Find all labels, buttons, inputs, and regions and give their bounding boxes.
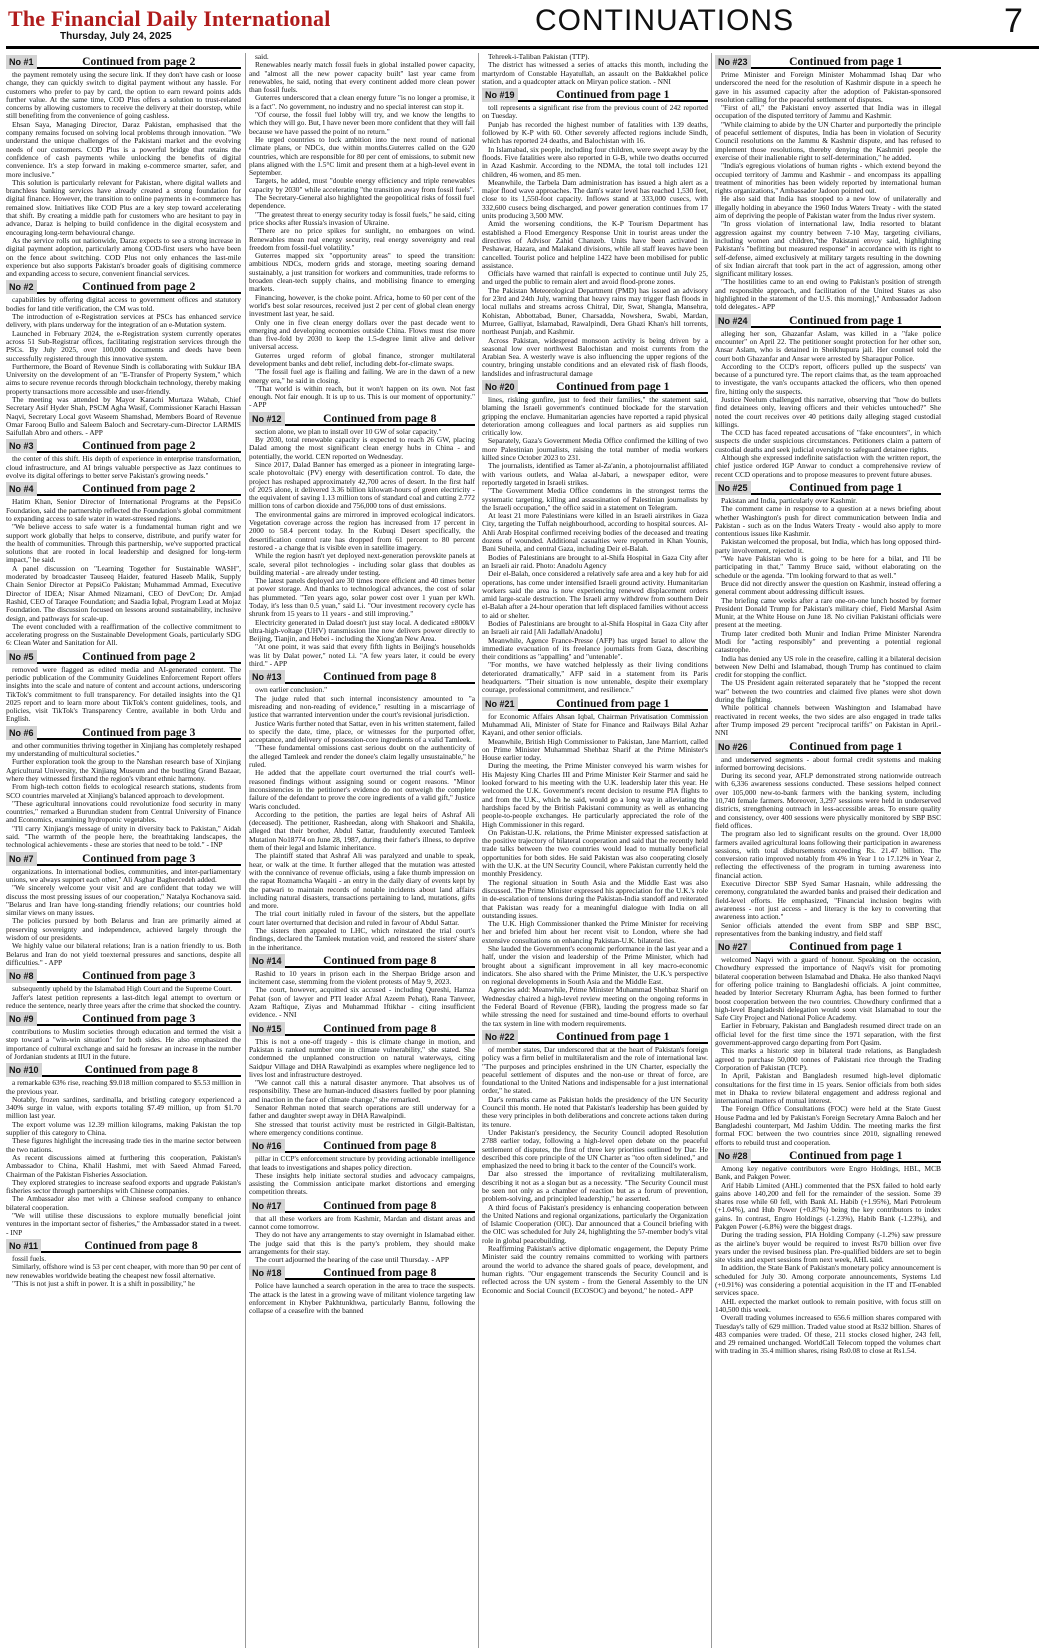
story-text: On Pakistan-U.K. relations, the Prime Minister expressed satisfaction at the positive trajectory of bilateral cooperation and said that the recently held trade talks between the two countries would lead to mutually beneficial opportunities for both sides. He said Pakistan was also cooperating closely with the U.K. at the UN Security Council, where Pakistan currently held the monthly Presidency. <box>482 827 708 879</box>
story-text: AHL expected the market outlook to remain positive, with focus still on 140,500 this week. <box>715 1296 941 1314</box>
story-text: pillar in CCP's enforcement structure by providing actionable intelligence that leads to investigations and shapes policy direction. <box>249 1154 475 1172</box>
story-text: Targets, he added, must "double energy efficiency and triple renewables capacity by 2030" while accelerating "the transition away from fossil fuels". <box>249 176 475 194</box>
story <box>6 1239 241 1288</box>
story-text: "This is not just a shift in power. It is a shift in possibility," he <box>12 1278 195 1288</box>
story-text: "The greatest threat to energy security today is fossil fuels," he said, citing price shocks after Russia's invasion of Ukraine. <box>249 209 475 227</box>
story-text: They explored strategies to increase seafood exports and upgrade Pakistan's fisheries sector through partnerships with Chinese companies. <box>6 1177 241 1196</box>
story-text: While political channels between Washington and Islamabad have reactivated in recent weeks, the two sides are also engaged in trade talks after Trump imposed 29 percent "reciprocal tariffs" on Pakistan in April.- NNI <box>715 703 941 738</box>
story-text: They do not have any arrangements to stay overnight in Islamabad either. The judge said that this is the party's problem, they should make arrangements for their stay. <box>249 1230 475 1256</box>
story-header <box>6 969 241 983</box>
continued-heading: Continued from page 1 <box>751 55 941 69</box>
issue-date: Thursday, July 24, 2025 <box>60 31 172 42</box>
story-text: and underserved segments - about formal credit systems and making informed borrowing decisions. <box>715 754 941 772</box>
story-header <box>715 1149 941 1163</box>
continued-heading: Continued from page 1 <box>751 314 941 328</box>
column-divider <box>245 53 246 1648</box>
story <box>249 1199 475 1265</box>
continued-heading: Continued from page 1 <box>751 940 941 954</box>
story-text: The comment came in response to a question at a news briefing about whether Washington's push for direct communication between India and Pakistan - such as on the Indus Waters Treaty - would also apply to more contentious issues like Kashmir. <box>715 504 941 539</box>
story-text: "While claiming to abide by the UN Charter and purportedly the principle of peaceful settlement of disputes, India has been in violation of Security Council resolutions on the Jammu & Kashmir dispute, and has refused to implement those resolutions, thereby denying the Kashmiri people the exercise of their inalienable right to self-determination," he added. <box>715 119 941 162</box>
story-text: Since 2017, Dalad Banner has emerged as a pioneer in integrating large-scale photovoltaic (PV) energy with desertification control. To date, the project has reshaped approximately 42,700 acres of desert. In the first half of 2025 alone, it delivered 3.36 billion kilowatt-hours of green electricity - the equivalent of saving 1.13 million tons of standard coal and cutting 2.772 million tons of carbon dioxide and 756,000 tons of dust emissions. <box>249 459 475 511</box>
story <box>6 650 241 724</box>
continued-heading: Continued from page 8 <box>285 1199 475 1213</box>
continued-heading: Continued from page 1 <box>518 380 708 394</box>
story <box>6 55 241 278</box>
story-text: He also said that India has stooped to a new low of unilaterally and illegally holding in abeyance the 1960 Indus Waters Treaty - with the stated aim of depriving the people of Pakistan water from the Indus river system. <box>715 194 941 221</box>
column-4 <box>715 53 941 1648</box>
story-text: Agencies add: Meanwhile, Prime Minister Muhammad Shehbaz Sharif on Wednesday chaired a high-level review meeting on the ongoing reforms in the Federal Board of Revenue (FBR), lauding the progress made so far while stressing the need for sustained and time-bound efforts to overhaul the tax system in line with modern requirements. <box>482 985 708 1028</box>
story-text: By 2030, total renewable capacity is expected to reach 26 GW, placing Dalad among the most significant clean energy hubs in China - and potentially, the world. CEN reported on Wednesday. <box>249 435 475 461</box>
story-text: fossil fuels. <box>12 1253 47 1263</box>
story-text: a remarkable 63% rise, reaching $9.018 million compared to $5.53 million in the previous year. <box>6 1078 241 1096</box>
story-text: "The Government Media Office condemns in the strongest terms the systematic targeting, killing and assassination of Palestinian journalists by the Israeli occupation," the office said in a statement on Telegram. <box>482 486 708 512</box>
story-text: In addition, the State Bank of Pakistan's monetary policy announcement is scheduled for July 30. Among corporate announcements, Systems Ltd (+0.91%) was considering a potential acquisition in the IT and IT-enabled services space. <box>715 1263 941 1298</box>
masthead <box>0 0 1045 48</box>
story-text: Senior officials attended the event from SBP and SBP BSC, representatives from the banking industry, and field staff <box>715 920 941 938</box>
story-number-badge: No #26 <box>715 740 751 754</box>
story-text: This marks a historic step in bilateral trade relations, as Bangladesh agreed to purchase 50,000 tonnes of Pakistani rice through the Trading Corporation of Pakistan (TCP). <box>715 1046 941 1072</box>
story <box>715 1149 941 1356</box>
story-number-badge: No #3 <box>6 439 37 453</box>
continued-heading: Continued from page 8 <box>285 954 475 968</box>
story-header <box>6 55 241 69</box>
story-header <box>482 697 708 711</box>
story-text: The policies pursued by both Belarus and Iran are primarily aimed at preserving sovereignty and independence, achieved largely through the wisdom of our presidents. <box>6 916 241 943</box>
story-header <box>715 740 941 754</box>
story-header <box>715 940 941 954</box>
story-text: From high-tech cotton fields to ecological research stations, students from SCO countries marveled at Xinjiang's balanced approach to development. <box>6 782 241 800</box>
story-text: "For months, we have watched helplessly as their living conditions deteriorated dramatically," AFP said in a statement from its Paris headquarters. "Their situation is now untenable, despite their exemplary courage, professional commitment, and resilience." <box>482 660 708 695</box>
continued-heading: Continued from page 1 <box>751 1149 941 1163</box>
continued-heading: Continued from page 8 <box>285 1022 475 1036</box>
continued-heading: Continued from page 3 <box>37 852 241 866</box>
continued-heading: Continued from page 8 <box>285 412 475 426</box>
section-title: CONTINUATIONS <box>535 4 795 37</box>
story-text: Notably, frozen sardines, sardinalla, and bristling category experienced a 340% surge in value, with exports totaling $7.49 million, up from $1.70 million last year. <box>6 1094 241 1121</box>
story-text: Bruce did not directly answer the question on Kashmir, instead offering a general comment about addressing difficult issues. <box>715 578 941 597</box>
story-text: and other communities thriving together in Xinjiang has completely reshaped my understanding of multicultural societies." <box>6 740 241 759</box>
story-text: Only one in five clean energy dollars over the past decade went to emerging and developing economies outside China. Flows must rise more than five-fold by 2030 to keep the 1.5-degree limit alive and deliver universal access. <box>249 317 475 352</box>
story-text: "We cannot call this a natural disaster anymore. That absolves us of responsibility. These are human-induced disasters fuelled by poor planning and inaction in the face of climate change," she remarked. <box>249 1078 475 1104</box>
continued-heading: Continued from page 2 <box>37 482 241 496</box>
story-text: "India's egregious violations of human rights - which extend beyond the occupied territory of Jammu and Kashmir - and encompass its appalling treatment of minorities has been widely reported by international human rights organizations," Ambassador Jadoon pointed out. <box>715 161 941 196</box>
story-text: "These fundamental omissions cast serious doubt on the authenticity of the alleged Tamleek and render the donee's claim legally unsustainable," he ruled. <box>249 743 475 770</box>
story-number-badge: No #18 <box>249 1266 285 1280</box>
column-2 <box>249 53 475 1648</box>
story-text: "First of all," the Pakistani envoy asserted that India was in illegal occupation of the disputed territory of Jammu and Kashmir. <box>715 103 941 121</box>
continued-heading: Continued from page 1 <box>751 740 941 754</box>
story-text: The sisters then appealed to LHC, which reinstated the trial court's findings, declared the Tamleek mutation void, and restored the sisters' share in the inheritance. <box>249 925 475 952</box>
story-text: Prime Minister and Foreign Minister Mohammad Ishaq Dar who underscored the need for the resolution of Kashmir dispute in a speech he gave in his assumed capacity after the adoption of Pakistan-sponsored resolution calling for the peaceful settlement of disputes. <box>715 70 941 104</box>
continued-heading: Continued from page 1 <box>518 697 708 711</box>
story-text: The court adjourned the hearing of the case until Thursday. - APP <box>255 1255 449 1265</box>
story-text: According to the CCD's report, officers pulled up the suspects' van because of a punctured tyre. The report claims that, as the team approached to investigate, the van's occupants attacked the officers, who then opened fire, hitting only the suspects. <box>715 361 941 396</box>
column-divider <box>711 53 712 1648</box>
story-text: subsequently upheld by the Islamabad High Court and the Supreme Court. <box>12 984 233 994</box>
story-number-badge: No #4 <box>6 482 37 496</box>
story-text: A third focus of Pakistan's presidency is enhancing cooperation between the United Nations and regional organizations, particularly the Organization of Islamic Cooperation (OIC). Dar announced that a Council briefing with the OIC was scheduled for July 24, highlighting the 57-member body's vital role in global peacebuilding. <box>482 1202 708 1245</box>
story-text: Bodies of Palestinians are brought to al-Shifa Hospital in Gaza City after an Israeli air raid. Photo: Anadolu Agency <box>482 552 708 570</box>
continued-heading: Continued from page 1 <box>518 88 708 102</box>
story-text: The journalists, identified as Tamer al-Za'anin, a photojournalist affiliated with various outlets, and Walaa al-Jabari, a newspaper editor, were reportedly targeted in Israeli strikes. <box>482 461 708 487</box>
story-text: This is not a one-off tragedy - this is climate change in motion, and Pakistan is ranked number one in climate vulnerability," she stated. She condemned the unplanned construction on natural waterways, citing Saidpur Village and DHA Rawalpindi as examples where negligence led to lives lost and infrastructure destroyed. <box>249 1036 475 1079</box>
story-text: During its second year, AFLP demonstrated strong nationwide outreach with 6,336 awareness sessions conducted. These sessions helped connect over 105,000 new-to-bank farmers with the banking system, including 10,740 female farmers. Moreover, 3,297 sessions were held in underserved districts, strengthening outreach in less-accessible areas. To ensure quality and consistency, over 400 sessions were physically monitored by SBP BSC field offices. <box>715 771 941 830</box>
story-text: "The fossil fuel age is flailing and failing. We are in the dawn of a new energy era," he said in closing. <box>249 367 475 385</box>
story <box>482 88 708 378</box>
story <box>6 280 241 437</box>
story-text: The meeting was attended by Mayor Karachi Murtaza Wahab, Chief Secretary Asif Hyder Shah, PSCM Agha Wasif, Commissioner Karachi Hassan Naqvi, Secretary Local govt Waseem Shamshad, Members Board of Revenue Omar Farooq Bullo and Saleem Baloch and Secretary-cum-Director LARMIS Saifullah Abro and others. - APP <box>6 394 241 438</box>
story-number-badge: No #8 <box>6 969 37 983</box>
story-text: Further exploration took the group to the Nanshan research base of Xinjiang Agricultural University, the Xinjiang Museum and the bustling Grand Bazaar, where they witnessed firsthand the region's vibrant ethnic harmony. <box>6 757 241 783</box>
story-header <box>715 481 941 495</box>
story-text: In Islamabad, six people, including four children, were swept away by the floods. Five fatalities were also reported in G-B, while two deaths occurred in Azad Kashmir. According to the NDMA, the total toll includes 121 children, 46 women, and 85 men. <box>482 144 708 179</box>
header-rule <box>6 46 1039 49</box>
story-text: Among key negative contributors were Engro Holdings, HBL, MCB Bank, and Pakgen Power. <box>715 1163 941 1182</box>
story-text: The CCD has faced repeated accusations of "fake encounters", in which suspects die under suspicious circumstances. Petitioners claim a pattern of custodial deaths and seek judicial oversight to safeguard detainee rights. <box>715 428 941 454</box>
story-text: "Of course, the fossil fuel lobby will try, and we know the lengths to which they will go. But, I have never been more confident that they will fail because we have passed the point of no return." <box>249 110 475 136</box>
story <box>249 1266 475 1315</box>
story-text: Electricity generated in Dalad doesn't just stay local. A dedicated ±800kV ultra-high-voltage (UHV) transmission line now delivers power directly to Beijing, Tianjin, and Hebei - including the Xiong'an New Area. <box>249 617 475 644</box>
continued-heading: Continued from page 1 <box>518 1030 708 1044</box>
story-text: "We sincerely welcome your visit and are confident that today we will discuss the most pressing issues of our cooperation," Natalya Kochanova said. "Belarus and Iran have long-standing friendly relations; our countries hold similar views on many issues. <box>6 883 241 918</box>
story-text: The event concluded with a reaffirmation of the collective commitment to accelerating progress on the Sustainable Development Goals, particularly SDG 6: Clean Water and Sanitation for All. <box>6 621 241 648</box>
story-text: This solution is particularly relevant for Pakistan, where digital wallets and branchless banking services have already created a strong foundation for digital finance. However, the transition to online payments in e-commerce has remained slow. Initiatives like COD Plus are a key step toward accelerating that shift. By creating a middle path for customers who are hesitant to pay in advance, Daraz is helping to build confidence in the digital ecosystem and encouraging long-term behavioural change. <box>6 177 241 237</box>
story-text: Meanwhile, the Tarbela Dam administration has issued a high alert as a major flood wave approaches. The dam's water level has reached 1,530 feet, close to its 1,550-foot capacity. Inflows stand at 333,000 cusecs, with 332,600 cusecs being discharged, and power generation continues from 17 units producing 3,500 MW. <box>482 177 708 221</box>
story-text: The environmental gains are mirrored in improved ecological indicators. Vegetation coverage across the region has increased from 17 percent in 2000 to 58.4 percent today. In the Kubuqi Desert specifically, the desertification control rate has dropped from 61 percent to 80 percent restored - a change that is visible even in satellite imagery. <box>249 509 475 552</box>
story-header <box>482 1030 708 1044</box>
story-header <box>482 88 708 102</box>
story-number-badge: No #13 <box>249 670 285 684</box>
story-text: Deir el-Balah, once considered a relatively safe area and a key hub for aid operations, has come under intensified Israeli ground activity. Humanitarian workers said the area is now experiencing renewed displacement orders amid large-scale destruction. The Israeli army withdrew from southern Deir el-Balah after a 24-hour operation that left displaced families without access to aid or shelter. <box>482 569 708 620</box>
continued-heading: Continued from page 2 <box>37 280 241 294</box>
story-text: The Foreign Office Consultations (FOC) were held at the State Guest House Padma and led by Pakistan's Foreign Secretary Amna Baloch and her Bangladeshi counterpart, Md Jashim Uddin. The meeting marks the first formal FOC between the two countries since 2010, signalling renewed efforts to rebuild trust and cooperation. <box>715 1104 941 1147</box>
story-text: Under Pakistan's presidency, the Security Council adopted Resolution 2788 earlier today, following a high-level open debate on the peaceful settlement of disputes, the first of three key priorities outlined by Dar. He described this core principle of the UN Charter as "too often sidelined," and emphasized the need to bring it back to the center of the Council's work. <box>482 1127 708 1171</box>
story-text: The Ambassador also met with a Chinese seafood company to enhance bilateral cooperation. <box>6 1194 241 1212</box>
story <box>715 481 941 738</box>
story <box>249 954 475 1020</box>
continued-heading: Continued from page 3 <box>37 1012 241 1026</box>
story-text: that all these workers are from Kashmir, Mardan and distant areas and cannot come tomorrow. <box>249 1213 475 1231</box>
story-text: removed were flagged as edited media and AI-generated content. The periodic publication of the Community Guidelines Enforcement Report offers insights into the scale and nature of content and account actions, underscoring TikTok's commitment to full transparency. For detailed insights into the Q1 2025 report and to learn more about TikTok's content guidelines, tools, and policies, visit TikTok's Transparency Centre, available in both Urdu and English. <box>6 664 241 724</box>
story <box>6 969 241 1010</box>
story-text: Hatim Khan, Senior Director of International Programs at the PepsiCo Foundation, said the partnership reflected the Foundation's global commitment to expanding access to safe water in water-stressed regions. <box>6 497 241 523</box>
story <box>715 940 941 1147</box>
story <box>6 726 241 850</box>
story <box>6 439 241 480</box>
story-text: Tehreek-i-Taliban Pakistan (TTP). <box>488 53 590 61</box>
story-text: the payment remotely using the secure link. If they don't have cash or loose change, they can quickly switch to digital payment without any hassle. For customers who prefer to pay by card, the option to earn reward points adds further value. At the same time, COD Plus offers a solution to trust-related concerns by allowing customers to receive the delivery at their doorstep, while still benefiting from the convenience of going cashless. <box>6 70 241 121</box>
story-header <box>249 1139 475 1153</box>
story-header <box>6 1063 241 1077</box>
story-text: He urged countries to lock ambition into the next round of national climate plans, or NDCs, due within months.Guterres called on the G20 countries, which are responsible for 80 per cent of emissions, to submit new plans aligned with the 1.5°C limit and present them at a high-level event in September. <box>249 134 475 178</box>
story-text: As recent discussions aimed at furthering this cooperation, Pakistan's Ambassador to China, Khalil Hashmi, met with Saeed Ahmad Fareed, Chairman of the Pakistan Fisheries Association. <box>6 1152 241 1179</box>
column-1 <box>6 53 241 1648</box>
story-text: "These agricultural innovations could revolutionize food security in many countries," remarked a Burundian student from Central University of Finance and Economics, examining hydroponic vegetables. <box>6 798 241 825</box>
story-number-badge: No #1 <box>6 55 37 69</box>
story-text: During the meeting, the Prime Minister conveyed his warm wishes for His Majesty King Charles III and Prime Minister Keir Starmer and said he looked forward to his meeting with the U.K. leadership later this year. He welcomed the U.K. Government's recent decision to resume PIA flights to and from the U.K., which he said, would go a long way in alleviating the hardships faced by the British Pakistani community as well as enhancing people-to-people exchanges. He particularly appreciated the role of the High Commissioner in this regard. <box>482 761 708 829</box>
story-header <box>6 1012 241 1026</box>
newspaper-brand: The Financial Daily International <box>8 6 331 31</box>
story-header <box>249 670 475 684</box>
story-header <box>249 412 475 426</box>
story-number-badge: No #22 <box>482 1030 518 1044</box>
continued-heading: Continued from page 8 <box>285 1266 475 1280</box>
story-text: "We will utilise these discussions to explore mutually beneficial joint ventures in the important sector of fisheries," the Ambassador stated in a tweet. - INP <box>6 1211 241 1237</box>
story <box>715 740 941 939</box>
continued-heading: Continued from page 1 <box>751 481 941 495</box>
story-header <box>6 852 241 866</box>
story-text: Meanwhile, British High Commissioner to Pakistan, Jane Marriott, called on Prime Minister Muhammad Shehbaz Sharif at the Prime Minister's House earlier today. <box>482 736 708 763</box>
story-text: "We have Pakistan who is going to be here for a bilat, and I'll be participating in that," Tammy Bruce said, without elaborating on the schedule or the agenda. "I'm looking forward to that as well." <box>715 554 941 580</box>
story-text: During the trading session, PIA Holding Company (-1.2%) saw pressure as the airline's buyer would be required to invest Rs70 billion over five years under the revised business plan. Pre-qualified bidders are set to begin site visits and expert sessions from next week, AHL said. <box>715 1230 941 1265</box>
story-text: "In gross violation of international law, India resorted to blatant aggression against my country between 7-10 May, targeting civilians, including women and children,"the Pakistani envoy said, highlighting Pakistan's "befitting but measured response" in accordance with its right to self-defense, aimed exclusively at military targets resulting in the downing of six Indian aircraft that took part in the act of aggression, among other significant military losses. <box>715 219 941 279</box>
story-number-badge: No #11 <box>6 1239 41 1253</box>
story-text: The briefing came weeks after a rare one-on-one lunch hosted by former President Donald Trump for Pakistan's military chief, Field Marshal Asim Munir, at the White House on June 18. No civilian Pakistani officials were present at the meeting. <box>715 595 941 630</box>
story-text: Earlier in February, Pakistan and Bangladesh resumed direct trade on an official level for the first time since the 1971 separation, with the first government-approved cargo departing from Port Qasim. <box>715 1021 941 1048</box>
story-header <box>715 55 941 69</box>
story-text: India has denied any US role in the ceasefire, calling it a bilateral decision between New Delhi and Islamabad, though Trump has continued to claim credit for stopping the conflict. <box>715 653 941 680</box>
story <box>715 55 941 312</box>
story-text: The court, however, acquitted six accused - including Qureshi, Hamza Pehat (son of lawyer and PTI leader Afzal Azeem Pehat), Rana Tanveer, Azam Raftique, Ziyas and Muhammad Iftikhar - citing insufficient evidence. - NNI <box>249 985 475 1020</box>
story-number-badge: No #14 <box>249 954 285 968</box>
story-text: Furthermore, the Board of Revenue Sindh is collaborating with Sukkur IBA University on the development of an "E-Transfer of Property System," which aims to secure revenue records through blockchain technology, thereby making property transactions more accessible and user-friendly. <box>6 361 241 396</box>
story-number-badge: No #27 <box>715 940 751 954</box>
continued-heading: Continued from page 8 <box>285 670 475 684</box>
story-header <box>715 314 941 328</box>
story-text: The US President again reiterated separately that he "stopped the recent war" between the two countries and claimed five planes were shot down during the fighting. <box>715 678 941 705</box>
story-text: organizations. In international bodies, communities, and inter-parliamentary unions, we always support each other," Ali Asghar Baghercedeh added. <box>6 866 241 884</box>
story <box>482 53 708 86</box>
story-text: At least 21 more Palestinians were killed in an Israeli airstrikes in Gaza City, targeting the Tuffah neighbourhood, according to hospital sources. Al-Ahli Arab Hospital confirmed receiving bodies of the deceased and treating dozens of wounded. Additional casualties were reported in Khan Younis, Bani Suheila, and central Gaza, including Deir el-Balah. <box>482 511 708 554</box>
story-text: Guterres mapped six "opportunity areas" to speed the transition: ambitious NDCs, modern grids and storage, meeting soaring demand sustainably, a just transition for workers and communities, trade reforms to broaden clean-tech supply chains, and mobilising finance to emerging markets. <box>249 251 475 294</box>
story-text: Punjab has recorded the highest number of fatalities with 139 deaths, followed by K-P with 60. Other severely affected regions include Sindh, which has reported 24 deaths, and Balochistan with 16. <box>482 119 708 146</box>
story-text: Guterres underscored that a clean energy future "is no longer a promise, it is a fact". No government, no industry and no special interest can stop it. <box>249 93 475 111</box>
story <box>249 53 475 410</box>
column-divider <box>478 53 479 1648</box>
story-text: Dar also stressed the importance of revitalizing multilateralism, describing it not as a slogan but as a necessity. "The Security Council must be seen not only as a chamber of reaction but as a forum of prevention, problem-solving, and principled leadership," he asserted. <box>482 1169 708 1204</box>
story-text: Ehsan Saya, Managing Director, Daraz Pakistan, emphasised that the company remains focused on solving local problems through innovation. "We understand the unique challenges of the Pakistani market and the evolving needs of our customers. COD Plus is a powerful bridge that retains the confidence of cash payments while unlocking the benefits of digital convenience. It's a step forward in making e-commerce smarter, safer, and more inclusive." <box>6 119 241 179</box>
story-text: own earlier conclusion." <box>255 685 328 695</box>
story-text: Launched in February 2024, the e-Registration system currently operates across 51 Sub-Registrar offices, facilitating registration services through the PSCs. By July 2025, over 100,000 documents and deeds have been successfully registered through this innovative system. <box>6 328 241 363</box>
story-text: lines, risking gunfire, just to feed their families," the statement said, blaming the Israeli government's continued blockade for the starvation gripping the enclave. Humanitarian agencies have reported a rapid physical deterioration among colleagues and local partners as aid supplies run critically low. <box>482 394 708 438</box>
story-text: The Secretary-General also highlighted the geopolitical risks of fossil fuel dependence. <box>249 193 475 211</box>
story-number-badge: No #16 <box>249 1139 285 1153</box>
story <box>482 1030 708 1295</box>
story-header <box>6 280 241 294</box>
story-text: Similarly, offshore wind is 53 per cent cheaper, with more than 90 per cent of new renewables worldwide beating the cheapest new fossil alternative. <box>6 1262 241 1280</box>
story-text: Justice Waris further noted that Sattar, even in his written statement, failed to specify the date, time, place, or witnesses for the purported offer, acceptance, and delivery of possession-core ingredients of a valid Tamleek. <box>249 718 475 745</box>
story-number-badge: No #21 <box>482 697 518 711</box>
continued-heading: Continued from page 8 <box>285 1139 475 1153</box>
story-header <box>249 1199 475 1213</box>
story-text: The Pakistan Meteorological Department (PMD) has issued an advisory for 23rd and 24th July, warning that heavy rains may trigger flash floods in local nullahs and streams across Chitral, Dir, Swat, Shangla, Mansehra, Kohistan, Abbottabad, Buner, Charsadda, Nowshera, Swabi, Mardan, Murree, Galliyat, Islamabad, Rawalpindi, Dera Ghazi Khan's hill torrents, northeast Punjab, and Kashmir. <box>482 285 708 337</box>
story-text: The program also led to significant results on the ground. Over 18,000 farmers availed agricultural loans following their participation in awareness sessions, with total disbursements exceeding Rs. 21.47 billion. The conversion ratio improved notably from 4% in Year 1 to 17.12% in Year 2, reflecting the effectiveness of the program in turning awareness into financial action. <box>715 829 941 880</box>
story-header <box>482 380 708 394</box>
story-header <box>6 726 241 740</box>
story-text: Officials have warned that rainfall is expected to continue until July 25, and urged the public to remain alert and avoid flood-prone zones. <box>482 269 708 287</box>
story-text: Rashid to 10 years in prison each in the Sherpao Bridge arson and incitement case, stemming from the violent protests of May 9, 2023. <box>249 968 475 987</box>
story-number-badge: No #12 <box>249 412 285 426</box>
story-number-badge: No #23 <box>715 55 751 69</box>
story-text: Bodies of Palestinians are brought to al-Shifa Hospital in Gaza City after an Israeli air raid [Ali Jadallah/Anadolu] <box>482 619 708 637</box>
story-text: The plaintiff stated that Ashraf Ali was paralyzed and unable to speak, hear, or walk at the time. It further alleged that the mutation was attested with the connivance of revenue officials, using a fake thumb impression on the rapat Roznamcha Waqaiti - an entry in the daily diary of events kept by the patwari to maintain records of notable incidents about land affairs including natural disasters, transactions pertaining to land, mutations, gifts and more. <box>249 851 475 911</box>
story-text: We highly value our bilateral relations; Iran is a nation friendly to us. Both Belarus and Iran do not yield toexternal pressures and sanctions, despite all difficulties." - APP <box>6 941 241 967</box>
story-text: Meanwhile, Agence France-Presse (AFP) has urged Israel to allow the immediate evacuation of its freelance journalists from Gaza, describing their conditions as "appalling" and "untenable". <box>482 635 708 662</box>
story-number-badge: No #17 <box>249 1199 285 1213</box>
story-number-badge: No #6 <box>6 726 37 740</box>
story-text: section alone, we plan to install over 10 GW of solar capacity." <box>255 426 442 436</box>
story-text: Senator Rehman noted that search operations are still underway for a father and daughter swept away in DHA Rawalpindi. <box>249 1103 475 1121</box>
story-number-badge: No #5 <box>6 650 37 664</box>
story-text: "I'll carry Xinjiang's message of unity in diversity back to Pakistan," Aidah said. "The warmth of the people here, the breathtaking landscapes, the technological achievements - these are stories that need to be told." - INP <box>6 823 241 850</box>
story-number-badge: No #25 <box>715 481 751 495</box>
story-text: The judge ruled that such internal inconsistency amounted to "a misreading and non-reading of evidence," resulting in a miscarriage of justice that warranted intervention under the court's revisional jurisdiction. <box>249 693 475 720</box>
story-text: Although she expressed indefinite satisfaction with the written report, the chief justice ordered IGP Anwar to conduct a comprehensive review of recent CCD operations and to propose measures to prevent future abuses. <box>715 453 941 479</box>
story-text: Arif Habib Limited (AHL) commented that the PSX failed to hold early gains above 140,200 and fell for the remainder of the session. Some 39 shares rose while 60 fell, with Bank AL Habib (+1.95%), Mari Petroleum (+1.04%), and Hub Power (+0.87%) being the key contributors to index gains. In contrast, Engro Holdings (-1.23%), Habib Bank (-1.23%), and Pakgen Power (-6.8%) were the biggest drags. <box>715 1180 941 1231</box>
story-text: contributions to Muslim societies through education and termed the visit a step toward a "win-win situation" for both sides. He also emphasized the importance of cultural exchange and said he foresaw an increase in the number of Jordanian students at IIUI in the future. <box>6 1027 241 1061</box>
columns-area <box>6 53 1041 1648</box>
story-text: "At one point, it was said that every fifth lights in Beijing's households was lit by Dalat power," noted Li. "A few years later, it could be every third." - APP <box>249 642 475 669</box>
story-text: Financing, however, is the choke point. Africa, home to 60 per cent of the world's best solar resources, received just 2 per cent of global clean energy investment last year, he said. <box>249 292 475 319</box>
story <box>6 1012 241 1061</box>
story-text: Justice Neelum challenged this narrative, observing that "how do bullets find detainees only, leaving officers and their vehicles untouched?" She noted the court receives over 40 petitions daily alleging staged custodial killings. <box>715 394 941 429</box>
story-text: said. <box>255 53 269 61</box>
story-text: Trump later credited both Munir and Indian Prime Minister Narendra Modi for "acting responsibly" and preventing a potential regional catastrophe. <box>715 628 941 655</box>
story-text: of member states, Dar underscored that at the heart of Pakistan's foreign policy was a firm belief in multilateralism and the role of international law. "The purposes and principles enshrined in the UN Charter, especially the peaceful settlement of disputes and the non-use or threat of force, are foundational to the United Nations and indispensable for a just international order," he stated. <box>482 1044 708 1096</box>
story-text: Pakistan and India, particularly over Kashmir. <box>721 495 858 505</box>
story-text: Guterres urged reform of global finance, stronger multilateral development banks and debt relief, including debt-for-climate swaps. <box>249 350 475 368</box>
story <box>249 1139 475 1196</box>
continued-heading: Continued from page 2 <box>37 439 241 453</box>
story-header <box>249 1022 475 1036</box>
story-header <box>6 439 241 453</box>
story-text: Dar's remarks came as Pakistan holds the presidency of the UN Security Council this month. He noted that Pakistan's leadership has been guided by these very principles in both deliberations and concrete actions taken during its tenure. <box>482 1094 708 1129</box>
story-header <box>249 954 475 968</box>
continued-heading: Continued from page 8 <box>42 1063 241 1077</box>
story-text: "The hostilities came to an end owing to Pakistan's position of strength and responsible approach, and facilitation of the United States as also highlighted in the statement of the U.S. this morning]," Ambassador Jadoon told delegates.- APP <box>715 277 941 312</box>
story-text: Police have launched a search operation in the area to trace the suspects. The attack is the latest in a growing wave of militant violence targeting law enforcement in Khyber Pakhtunkhwa, particularly Bannu, following the collapse of a ceasefire with the banned <box>249 1281 475 1316</box>
story-text: alleging her son, Ghazanfar Aslam, was killed in a "fake police encounter" on April 22. The petitioner sought protection for her other son, Ansar Aslam, who is detained in Sheikhupura jail. Her counsel told the court both Ghazanfar and Ansar were arrested by Sharaqpur Police. <box>715 328 941 363</box>
story-text: Pakistan welcomed the proposal, but India, which has long opposed third-party involvement, rejected it. <box>715 537 941 555</box>
story-text: Renewables nearly match fossil fuels in global installed power capacity, and "almost all the new power capacity built" last year came from renewables, he said, noting that every continent added more clean power than fossil fuels. <box>249 60 475 95</box>
story-number-badge: No #10 <box>6 1063 42 1077</box>
story-text: Jaffer's latest petition represents a last-ditch legal attempt to overturn or reduce the sentence, nearly three years after the crime that shocked the country. <box>6 992 241 1010</box>
story-text: These insights help initiate sectoral studies and advocacy campaigns, assisting the Commission anticipate market distortions and emerging competition threats. <box>249 1170 475 1197</box>
story-text: The U.K. High Commissioner thanked the Prime Minister for receiving her and briefed him about her recent visit to London, where she had extensive consultations on enhancing Pakistan-U.K. bilateral ties. <box>482 919 708 945</box>
story-text: Overall trading volumes increased to 656.6 million shares compared with Tuesday's tally of 629 million. Traded value stood at Rs32 billion. Shares of 483 companies were traded. Of these, 211 stocks closed higher, 243 fell, and 29 remained unchanged. WorldCall Telecom topped the volumes chart with trading in 35.4 million shares, rising Rs0.08 to close at Rs1.54. <box>715 1313 941 1356</box>
story-text: "That world is within reach, but it won't happen on its own. Not fast enough. Not fair enough. It is up to us. This is our moment of opportunity." - APP <box>249 383 475 410</box>
story-text: The trial court initially ruled in favour of the sisters, but the appellate court later overturned that decision and ruled in favour of Abdul Sattar. <box>249 909 475 927</box>
story-header <box>249 1266 475 1280</box>
story-text: According to the petition, the parties are legal heirs of Ashraf Ali (deceased). The petitioner, Rasheedan, along with Shakoori and Shakila, alleged that their brother, Abdul Sattar, fraudulently executed Tamleek Mutation No18774 on June 28, 1987, during their father's illness, to deprive them of their legal and Islamic inheritance. <box>249 809 475 853</box>
story-text: He added that the appellate court overturned the trial court's well-reasoned findings without assigning sound or cogent reasons. "Minor inconsistencies in the petitioner's evidence do not outweigh the complete failure of the defendant to prove the core ingredients of a valid gift," Justice Waris concluded. <box>249 768 475 811</box>
story-number-badge: No #19 <box>482 88 518 102</box>
story-text: A panel discussion on "Learning Together for Sustainable WASH", moderated by broadcaster Tauseeq Haider, featured Haseeb Malik, Supply Chain Senior Director at PepsiCo Pakistan; Muhammad Ammad, Executive Director of IDEA; Nisar Ahmed Nizamani, CEO of DevCon; Dr. Amjad Rashid, CEO of Taraqee Foundation; and Saadia Iqbal, Program Lead at Mojaz Foundation. The discussion focused on lessons around sustainability, inclusive design, and pathways for scale-up. <box>6 563 241 623</box>
story-text: The latest panels deployed are 30 times more efficient and 40 times better at power storage. And thanks to technological advances, the cost of solar has plummeted. "Ten years ago, solar power cost over 1 yuan per kWh. Today, it's less than 0.5 yuan," said Li. "Our investment recovery cycle has shrunk from 15 years to 11 years - and still improving." <box>249 576 475 619</box>
story-number-badge: No #28 <box>715 1149 751 1163</box>
story-text: "We believe access to safe water is a fundamental human right and we support work globally that helps to conserve, distribute, and purify water for the health of communities. Through this partnership, we've supported practical solutions that are rooted in local leadership and designed for long-term impact," he said. <box>6 522 241 565</box>
continued-heading: Continued from page 3 <box>37 969 241 983</box>
story-text: These figures highlight the increasing trade ties in the marine sector between the two nations. <box>6 1136 241 1154</box>
story-text: As the service rolls out nationwide, Daraz expects to see a strong increase in digital payment adoption, particularly among COD-first users who have been on the fence about switching. COD Plus not only enhances the last-mile experience but also supports Pakistan's broader goals of digitising commerce and expanding access to secure, convenient financial services. <box>6 235 241 279</box>
story-header <box>6 650 241 664</box>
story <box>249 412 475 669</box>
story-text: "There are no price spikes for sunlight, no embargoes on wind. Renewables mean real energy security, real energy sovereignty and real freedom from fossil-fuel volatility." <box>249 226 475 252</box>
story-text: In April, Pakistan and Bangladesh resumed high-level diplomatic consultations for the first time in 15 years. Senior officials from both sides met in Dhaka to review bilateral engagement and address regional and international matters of mutual interest. <box>715 1071 941 1106</box>
story <box>482 697 708 1028</box>
story-number-badge: No #15 <box>249 1022 285 1036</box>
story <box>6 482 241 647</box>
continued-heading: Continued from page 3 <box>37 726 241 740</box>
page-number: 7 <box>1004 2 1023 40</box>
story-text: the center of this shift. His depth of experience in enterprise transformation, cloud infrastructure, and AI brings valuable perspective as Jazz continues to evolve its digital offerings to better serve Pakistan's growing needs." <box>6 454 241 481</box>
story-text: for Economic Affairs Ahsan Iqbal, Chairman Privatisation Commission Muhammad Ali, Minister of State for Finance and Railways Bilal Azhar Kayani, and other senior officials. <box>482 711 708 738</box>
column-3 <box>482 53 708 1648</box>
continued-heading: Continued from page 2 <box>37 650 241 664</box>
story-number-badge: No #9 <box>6 1012 37 1026</box>
story-number-badge: No #7 <box>6 852 37 866</box>
story-text: The regional situation in South Asia and the Middle East was also discussed. The Prime Minister expressed his appreciation for the U.K.'s role in de-escalation of tensions during the Pakistan-India standoff and reiterated that Pakistan was ready for a meaningful dialogue with India on all outstanding issues. <box>482 877 708 920</box>
story <box>6 1063 241 1237</box>
story-number-badge: No #2 <box>6 280 37 294</box>
story <box>482 380 708 695</box>
story <box>249 1022 475 1138</box>
story-number-badge: No #20 <box>482 380 518 394</box>
story <box>249 670 475 952</box>
story-header <box>6 1239 241 1253</box>
story-text: Executive Director SBP Syed Samar Hasnain, while addressing the ceremony, congratulated the awarded banks and praised their dedication and field-level efforts. He emphasized, "Financial inclusion begins with awareness - not just access - and literacy is the key to converting that awareness into action." <box>715 879 941 922</box>
story <box>6 852 241 968</box>
story-text: She stressed that tourist activity must be restricted in Gilgit-Baltistan, where emergency conditions continue. <box>249 1119 475 1137</box>
story-header <box>6 482 241 496</box>
story-text: She lauded the Government's economic performance in the last year and a half, under the vision and leadership of the Prime Minister, which had brought about a significant improvement in all key macro-economic indicators. She also shared with the Prime Minister, the U.K.'s perspective on regional developments in South Asia and the Middle East. <box>482 943 708 987</box>
story-text: The export volume was 12.39 million kilograms, making Pakistan the top supplier of this category to China. <box>6 1119 241 1138</box>
story-text: capabilities by offering digital access to government offices and statutory bodies for land title verification, the CM was told. <box>6 295 241 313</box>
story-text: Across Pakistan, widespread monsoon activity is being driven by a seasonal low over northwest Balochistan and moist currents from the Arabian Sea. A westerly wave is also influencing the upper regions of the country, bringing unstable conditions and an elevated risk of flash floods, landslides and infrastructural damage <box>482 335 708 378</box>
story-text: While the region hasn't yet deployed next-generation perovskite panels at scale, several pilot technologies - including solar glass that doubles as building material - are already under testing. <box>249 551 475 577</box>
story-text: Amid the worsening conditions, the K-P Tourism Department has established a Flood Emergency Response Unit in tourist areas under the directives of Advisor Zahid Chanzeb. Units have been activated in Peshawar, Hazara, and Malakand divisions, while all staff leaves have been cancelled. Tourist police and helpline 1422 have been mobilised for public assistance. <box>482 219 708 270</box>
story <box>715 314 941 479</box>
story-text: Separately, Gaza's Government Media Office confirmed the killing of two more Palestinian journalists, raising the total number of media workers killed since October 2023 to 231. <box>482 436 708 463</box>
story-number-badge: No #24 <box>715 314 751 328</box>
story-text: The district has witnessed a series of attacks this month, including the martyrdom of Constable Hayatullah, an assault on the Bakkakhel police station, and a quadcopter attack on Miryan police station. - NNI <box>482 60 708 86</box>
continued-heading: Continued from page 2 <box>37 55 241 69</box>
story-text: toll represents a significant rise from the previous count of 242 reported on Tuesday. <box>482 103 708 121</box>
continued-heading: Continued from page 8 <box>41 1239 241 1253</box>
story-text: Reaffirming Pakistan's active diplomatic engagement, the Deputy Prime Minister said the country remains committed to working with partners around the world to advance the shared goals of peace, development, and human rights. "Our engagement transcends the Security Council and is reflected across the UN system - from the General Assembly to the UN Economic and Social Council (ECOSOC) and beyond," he noted.- APP <box>482 1244 708 1295</box>
story-text: welcomed Naqvi with a guard of honour. Speaking on the occasion, Chowdhury expressed the importance of Naqvi's visit for promoting bilateral cooperation between Islamabad and Dhaka. He also thanked Naqvi for offering police training to Bangladeshi officials. A joint committee, headed by Interior Secretary Khurram Agha, has been formed to further boost cooperation between the two countries. Chowdhury confirmed that a high-level Bangladeshi delegation would soon visit Islamabad to tour the Safe City Project and National Police Academy. <box>715 955 941 1023</box>
story-text: The introduction of e-Registration services at PSCs has enhanced service delivery, with plans underway for the integration of an e-Mutation system. <box>6 312 241 330</box>
